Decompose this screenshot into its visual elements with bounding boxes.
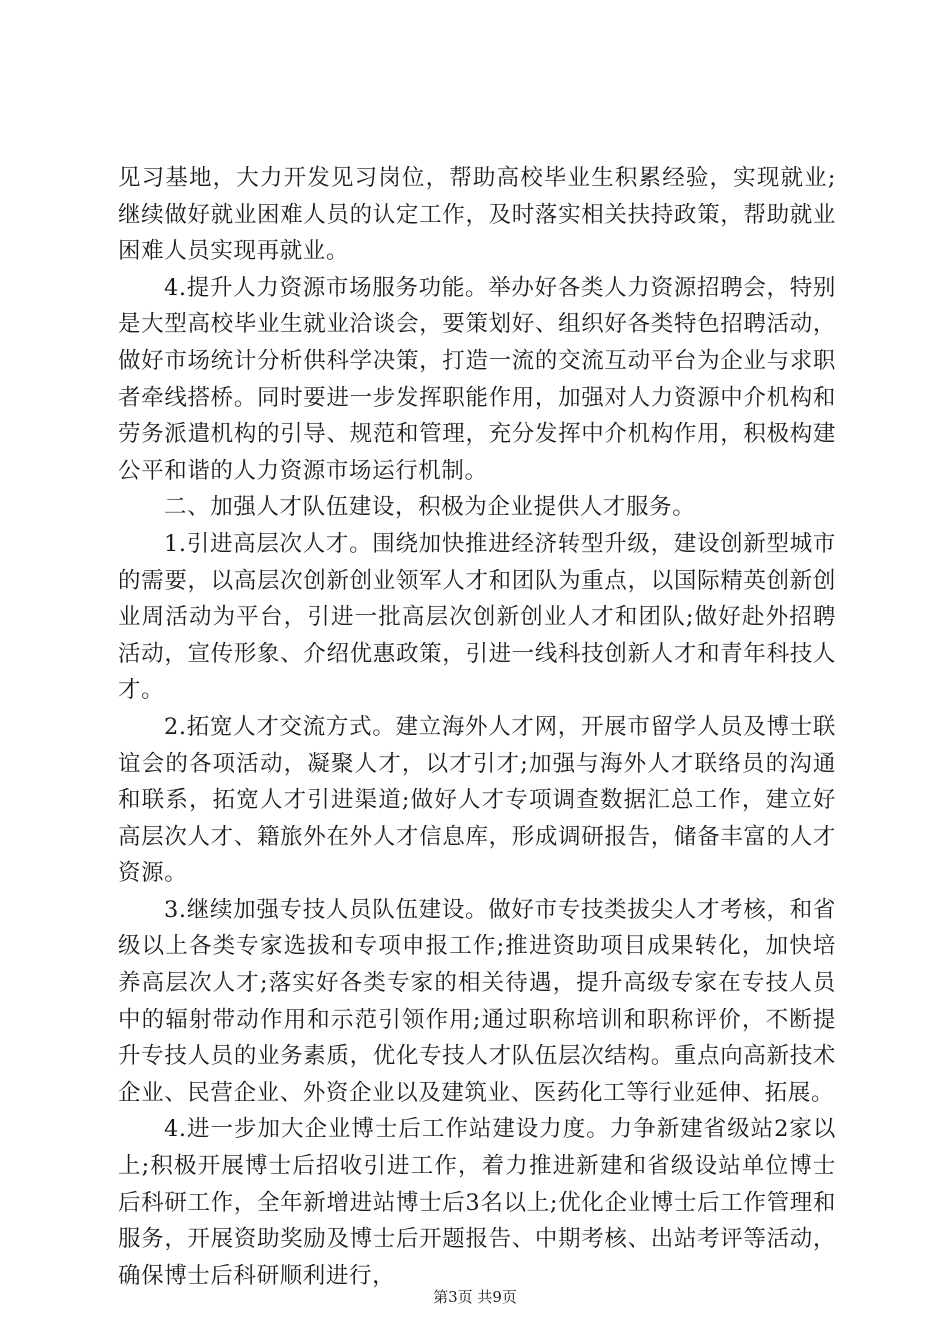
paragraph-continuation: 见习基地，大力开发见习岗位，帮助高校毕业生积累经验，实现就业;继续做好就业困难人员的认定工作，及时落实相关扶持政策，帮助就业困难人员实现再就业。 xyxy=(118,165,836,265)
paragraph-hr-market-service: 4.提升人力资源市场服务功能。举办好各类人力资源招聘会，特别是大型高校毕业生就业洽谈会，要策划好、组织好各类特色招聘活动，做好市场统计分析供科学决策，打造一流的交流互动平台为企业与求职者牵线搭桥。同时要进一步发挥职能作用，加强对人力资源中介机构和劳务派遣机构的引导、规范和管理，充分发挥中介机构作用，积极构建公平和谐的人力资源市场运行机制。 xyxy=(118,274,836,484)
paragraph-high-level-talent: 1.引进高层次人才。围绕加快推进经济转型升级，建设创新型城市的需要，以高层次创新创业领军人才和团队为重点，以国际精英创新创业周活动为平台，引进一批高层次创新创业人才和团队;做好赴外招聘活动，宣传形象、介绍优惠政策，引进一线科技创新人才和青年科技人才。 xyxy=(118,530,836,704)
document-body xyxy=(118,160,836,1294)
paragraph-postdoc-station: 4.进一步加大企业博士后工作站建设力度。力争新建省级站2家以上;积极开展博士后招收引进工作，着力推进新建和省级设站单位博士后科研工作，全年新增进站博士后3名以上;优化企业博士后工作管理和服务，开展资助奖励及博士后开题报告、中期考核、出站考评等活动，确保博士后科研顺利进行， xyxy=(118,1116,836,1289)
paragraph-talent-exchange: 2.拓宽人才交流方式。建立海外人才网，开展市留学人员及博士联谊会的各项活动，凝聚人才，以才引才;加强与海外人才联络员的沟通和联系，拓宽人才引进渠道;做好人才专项调查数据汇总工作，建立好高层次人才、籍旅外在外人才信息库，形成调研报告，储备丰富的人才资源。 xyxy=(118,713,836,887)
section-heading-talent-team: 二、加强人才队伍建设，积极为企业提供人才服务。 xyxy=(164,494,696,521)
page-footer: 第3页 共9页 xyxy=(433,1288,517,1306)
paragraph-professional-team: 3.继续加强专技人员队伍建设。做好市专技类拔尖人才考核，和省级以上各类专家选拔和专项申报工作;推进资助项目成果转化，加快培养高层次人才;落实好各类专家的相关待遇，提升高级专家在专技人员中的辐射带动作用和示范引领作用;通过职称培训和职称评价，不断提升专技人员的业务素质，优化专技人才队伍层次结构。重点向高新技术企业、民营企业、外资企业以及建筑业、医药化工等行业延伸、拓展。 xyxy=(118,896,836,1106)
